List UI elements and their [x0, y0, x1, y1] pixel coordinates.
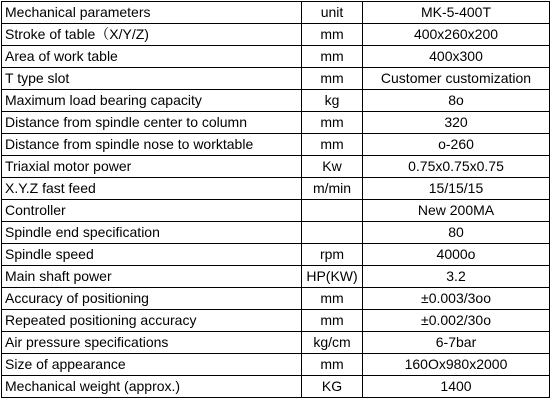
value-cell: 8o	[363, 90, 550, 112]
unit-cell: mm	[302, 310, 363, 332]
param-cell: Size of appearance	[2, 354, 302, 376]
param-cell: Accuracy of positioning	[2, 288, 302, 310]
table-row	[2, 200, 550, 222]
table-header-row	[2, 2, 550, 24]
unit-cell: rpm	[302, 244, 363, 266]
value-cell: ±0.003/3oo	[363, 288, 550, 310]
unit-cell: HP(KW)	[302, 266, 363, 288]
header-param-cell: Mechanical parameters	[2, 2, 302, 24]
value-cell: 400x300	[363, 46, 550, 68]
unit-cell: m/min	[302, 178, 363, 200]
header-model-cell: MK-5-400T	[363, 2, 550, 24]
unit-cell	[302, 222, 363, 244]
unit-cell: mm	[302, 134, 363, 156]
param-cell: Distance from spindle nose to worktable	[2, 134, 302, 156]
table-row	[2, 112, 550, 134]
table-row	[2, 354, 550, 376]
unit-cell: mm	[302, 24, 363, 46]
table-row	[2, 244, 550, 266]
unit-cell: mm	[302, 68, 363, 90]
unit-cell	[302, 200, 363, 222]
param-cell: Air pressure specifications	[2, 332, 302, 354]
param-cell: Controller	[2, 200, 302, 222]
param-cell: X.Y.Z fast feed	[2, 178, 302, 200]
table-row	[2, 46, 550, 68]
table-row	[2, 156, 550, 178]
value-cell: 0.75x0.75x0.75	[363, 156, 550, 178]
unit-cell: mm	[302, 46, 363, 68]
param-cell: Main shaft power	[2, 266, 302, 288]
unit-cell: KG	[302, 376, 363, 398]
unit-cell: mm	[302, 288, 363, 310]
table-row	[2, 332, 550, 354]
table-row	[2, 266, 550, 288]
value-cell: 4000o	[363, 244, 550, 266]
table-row	[2, 288, 550, 310]
unit-cell: kg	[302, 90, 363, 112]
param-cell: T type slot	[2, 68, 302, 90]
param-cell: Mechanical weight (approx.)	[2, 376, 302, 398]
value-cell: 320	[363, 112, 550, 134]
unit-cell: mm	[302, 112, 363, 134]
param-cell: Maximum load bearing capacity	[2, 90, 302, 112]
unit-cell: kg/cm	[302, 332, 363, 354]
value-cell: 400x260x200	[363, 24, 550, 46]
table-row	[2, 90, 550, 112]
table-row	[2, 134, 550, 156]
header-unit-cell: unit	[302, 2, 363, 24]
param-cell: Triaxial motor power	[2, 156, 302, 178]
value-cell: 6-7bar	[363, 332, 550, 354]
param-cell: Distance from spindle center to column	[2, 112, 302, 134]
value-cell: 3.2	[363, 266, 550, 288]
param-cell: Spindle end specification	[2, 222, 302, 244]
unit-cell: mm	[302, 354, 363, 376]
table-row	[2, 222, 550, 244]
value-cell: 80	[363, 222, 550, 244]
value-cell: o-260	[363, 134, 550, 156]
param-cell: Spindle speed	[2, 244, 302, 266]
value-cell: 15/15/15	[363, 178, 550, 200]
value-cell: 1400	[363, 376, 550, 398]
unit-cell: Kw	[302, 156, 363, 178]
value-cell: New 200MA	[363, 200, 550, 222]
param-cell: Stroke of table（X/Y/Z)	[2, 24, 302, 46]
table-row	[2, 310, 550, 332]
spec-table	[1, 1, 550, 398]
value-cell: Customer customization	[363, 68, 550, 90]
value-cell: ±0.002/30o	[363, 310, 550, 332]
value-cell: 160Ox980x2000	[363, 354, 550, 376]
param-cell: Repeated positioning accuracy	[2, 310, 302, 332]
param-cell: Area of work table	[2, 46, 302, 68]
table-row	[2, 68, 550, 90]
table-row	[2, 178, 550, 200]
table-row	[2, 24, 550, 46]
table-row	[2, 376, 550, 398]
